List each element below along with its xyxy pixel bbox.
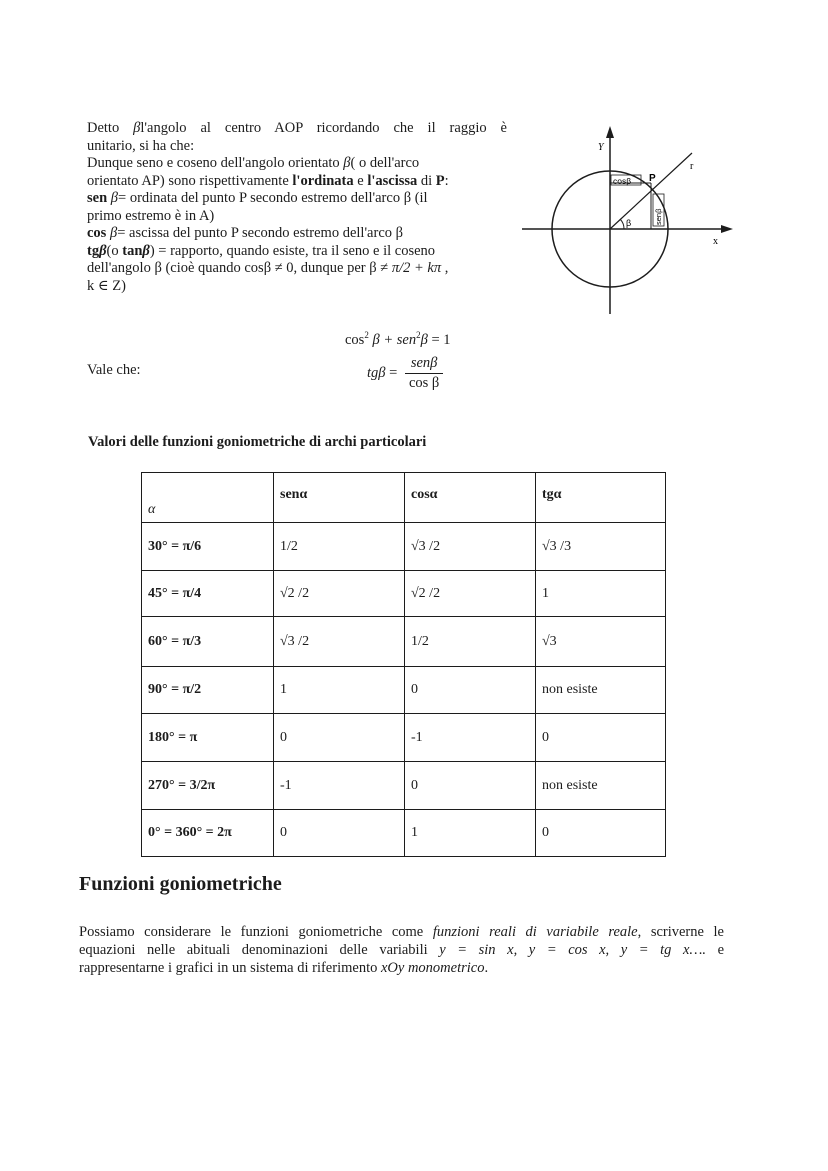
vale-che-label: Vale che: <box>87 362 141 378</box>
value-cell: √3 /2 <box>274 617 405 667</box>
angle-cell: 90° = π/2 <box>142 667 274 714</box>
angle-cell: 0° = 360° = 2π <box>142 810 274 857</box>
header-alpha: α <box>142 473 274 523</box>
closing-line-2: equazioni nelle abituali denominazioni delle variabili y = sin x, y = cos x, y = tg x…. e <box>79 942 725 958</box>
beta-label: β <box>626 218 632 228</box>
trig-values-table <box>141 472 666 857</box>
angle-cell: 270° = 3/2π <box>142 762 274 810</box>
y-axis-arrow <box>606 126 614 138</box>
closing-line-1: Possiamo considerare le funzioni goniometriche come funzioni reali di variabile reale, scriverne le <box>79 924 724 940</box>
table-row <box>142 523 666 571</box>
value-cell: 1 <box>274 667 405 714</box>
value-cell: √2 /2 <box>405 571 536 617</box>
cos-label: cosβ <box>613 176 632 186</box>
value-cell: 0 <box>536 714 666 762</box>
value-cell: -1 <box>405 714 536 762</box>
intro-line-7: cos β= ascissa del punto P secondo estremo dell'arco β <box>87 225 404 241</box>
angle-cell: 180° = π <box>142 714 274 762</box>
value-cell: -1 <box>274 762 405 810</box>
table-row <box>142 714 666 762</box>
table-row <box>142 762 666 810</box>
pythagorean-identity: $\cos^2 \beta + sen^2\beta = 1$ <box>345 330 451 348</box>
sin-label: senβ <box>654 208 663 225</box>
section-title: Funzioni goniometriche <box>79 873 282 895</box>
header-tg: tgα <box>536 473 666 523</box>
fraction-denominator: cos β <box>408 375 440 391</box>
table-heading: Valori delle funzioni goniometriche di archi particolari <box>88 434 427 450</box>
value-cell: non esiste <box>536 667 666 714</box>
angle-cell: 30° = π/6 <box>142 523 274 571</box>
intro-line-2: unitario, si ha che: <box>87 137 195 154</box>
value-cell: 0 <box>274 714 405 762</box>
value-cell: 0 <box>405 762 536 810</box>
table-row <box>142 667 666 714</box>
intro-line-8: tgβ(o tanβ) = rapporto, quando esiste, tra il seno e il coseno <box>87 242 436 259</box>
header-sen: senα <box>274 473 405 523</box>
x-axis-label: x <box>713 236 718 247</box>
x-axis-arrow <box>721 225 733 233</box>
intro-line-9: dell'angolo β (cioè quando cosβ ≠ 0, dunque per β ≠ π/2 + kπ , <box>87 260 449 276</box>
value-cell: √2 /2 <box>274 571 405 617</box>
unit-circle-diagram <box>520 122 735 317</box>
table-row <box>142 810 666 857</box>
intro-line-5: sen β= ordinata del punto P secondo estremo dell'arco β (il <box>87 190 428 206</box>
y-axis-label: Y <box>598 142 604 153</box>
intro-line-4: orientato AP) sono rispettivamente l'ordinata e l'ascissa di P: <box>87 172 449 189</box>
closing-line-3: rappresentarne i grafici in un sistema di riferimento xOy monometrico. <box>79 960 489 976</box>
ray-label: r <box>690 161 694 172</box>
value-cell: √3 /2 <box>405 523 536 571</box>
angle-cell: 45° = π/4 <box>142 571 274 617</box>
value-cell: 1/2 <box>405 617 536 667</box>
header-cos: cosα <box>405 473 536 523</box>
value-cell: 1 <box>405 810 536 857</box>
table-header-row <box>142 473 666 523</box>
value-cell: 0 <box>405 667 536 714</box>
closing-paragraph <box>79 923 724 977</box>
value-cell: 1 <box>536 571 666 617</box>
intro-line-3: Dunque seno e coseno dell'angolo orientato β( o dell'arco <box>87 155 420 171</box>
value-cell: √3 /3 <box>536 523 666 571</box>
intro-line-10: k ∈ Z) <box>87 277 126 294</box>
value-cell: 1/2 <box>274 523 405 571</box>
table-row <box>142 617 666 667</box>
intro-line-6: primo estremo è in A) <box>87 207 215 224</box>
fraction-numerator: senβ <box>405 355 443 374</box>
intro-line-1: Detto βl'angolo al centro AOP ricordando che il raggio è <box>87 120 507 136</box>
value-cell: 0 <box>274 810 405 857</box>
table-row <box>142 571 666 617</box>
value-cell: non esiste <box>536 762 666 810</box>
value-cell: 0 <box>536 810 666 857</box>
angle-arc <box>620 219 624 229</box>
intro-paragraph <box>87 120 507 295</box>
tangent-fraction <box>405 355 443 392</box>
angle-cell: 60° = π/3 <box>142 617 274 667</box>
tangent-identity: tgβ = $\frac{\text{senβ}}{\text{cos β}}$ <box>367 355 443 392</box>
point-p-label: P <box>649 173 656 184</box>
value-cell: √3 <box>536 617 666 667</box>
